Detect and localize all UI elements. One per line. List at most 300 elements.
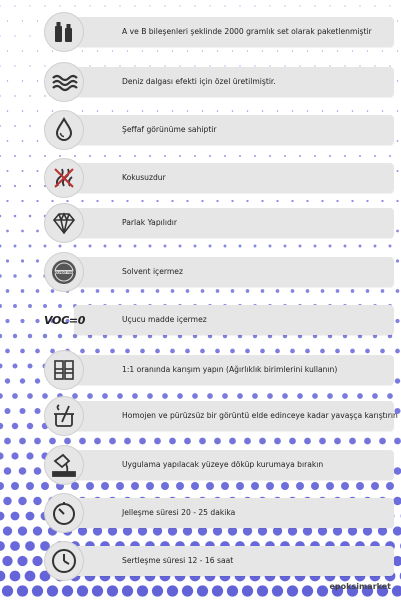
background-dot (302, 585, 313, 596)
feature-pill (74, 17, 394, 47)
background-dot (209, 245, 212, 248)
background-dot (5, 349, 10, 354)
background-dot (389, 245, 392, 248)
background-dot (29, 155, 31, 157)
background-dot (104, 155, 106, 157)
background-dot (349, 438, 356, 445)
background-dot (359, 5, 360, 6)
feature-row (44, 350, 356, 390)
background-dot (257, 585, 268, 596)
background-dot (37, 80, 38, 81)
background-dot (89, 155, 91, 157)
background-dot (13, 334, 17, 338)
background-dot (35, 349, 40, 354)
background-dot (396, 230, 399, 233)
background-dot (94, 438, 101, 445)
background-dot (89, 245, 92, 248)
background-dot (365, 349, 370, 354)
background-dot (29, 215, 32, 218)
background-dot (17, 585, 28, 596)
background-dot (299, 5, 300, 6)
background-dot (344, 245, 347, 248)
background-dot (395, 378, 400, 383)
drop-icon (44, 110, 84, 150)
feature-text: Uçucu madde içermez (122, 315, 207, 324)
background-dot (0, 95, 1, 96)
background-dot (25, 571, 36, 582)
background-dot (66, 200, 68, 202)
background-dot (216, 200, 218, 202)
background-dot (111, 200, 113, 202)
background-dot (167, 585, 178, 596)
feature-row (44, 300, 356, 340)
background-dot (11, 482, 19, 490)
background-dot (179, 5, 180, 6)
background-dot (27, 423, 33, 429)
background-dot (74, 155, 76, 157)
background-dot (11, 452, 18, 459)
background-dot (19, 408, 25, 414)
feature-pill (74, 450, 394, 480)
ratio-bottles-icon (44, 350, 84, 390)
background-dot (77, 585, 88, 596)
background-dot (389, 5, 390, 6)
background-dot (10, 541, 20, 551)
background-dot (231, 200, 233, 202)
background-dot (397, 110, 399, 112)
background-dot (4, 438, 11, 445)
background-dot (11, 512, 20, 521)
background-dot (19, 438, 26, 445)
background-dot (62, 585, 73, 596)
background-dot (0, 512, 4, 521)
background-dot (194, 245, 197, 248)
background-dot (314, 5, 315, 6)
background-dot (397, 140, 399, 142)
background-dot (164, 155, 166, 157)
background-dot (344, 5, 345, 6)
feature-text: Uygulama yapılacak yüzeye döküp kurumaya bırakın (122, 460, 324, 469)
background-dot (314, 155, 316, 157)
background-dot (7, 80, 8, 81)
background-dot (20, 378, 25, 383)
background-dot (5, 378, 10, 383)
background-dot (74, 245, 77, 248)
background-dot (7, 110, 9, 112)
background-dot (29, 185, 31, 187)
background-dot (329, 5, 330, 6)
background-dot (37, 50, 38, 51)
background-dot (2, 556, 12, 566)
background-dot (356, 482, 364, 490)
background-dot (272, 585, 283, 596)
background-dot (152, 585, 163, 596)
background-dot (229, 438, 236, 445)
background-dot (197, 585, 208, 596)
background-dot (0, 334, 2, 338)
background-dot (14, 125, 16, 127)
background-dot (17, 556, 27, 566)
background-dot (291, 200, 293, 202)
background-dot (396, 170, 398, 172)
background-dot (306, 200, 308, 202)
background-dot (284, 5, 285, 6)
background-dot (239, 5, 240, 6)
background-dot (396, 200, 398, 202)
background-dot (164, 5, 165, 6)
background-dot (364, 438, 371, 445)
background-dot (212, 585, 223, 596)
feature-row (44, 445, 356, 485)
background-dot (14, 65, 15, 66)
background-dot (164, 245, 167, 248)
background-dot (314, 245, 317, 248)
background-dot (0, 125, 1, 127)
background-dot (22, 80, 23, 81)
background-dot (156, 200, 158, 202)
feature-text: Şeffaf görünüme sahiptir (122, 125, 217, 134)
background-dot (304, 438, 311, 445)
background-dot (319, 438, 326, 445)
background-dot (28, 274, 31, 277)
background-dot (0, 423, 3, 429)
background-dot (20, 319, 24, 323)
background-dot (381, 200, 383, 202)
background-dot (387, 393, 393, 399)
background-dot (0, 65, 1, 66)
background-dot (119, 245, 122, 248)
feature-row (44, 252, 356, 292)
background-dot (0, 363, 3, 368)
feature-text: Sertleşme süresi 12 - 16 saat (122, 556, 234, 565)
background-dot (137, 585, 148, 596)
background-dot (139, 438, 146, 445)
background-dot (34, 467, 42, 475)
background-dot (14, 155, 16, 157)
background-dot (6, 259, 9, 262)
background-dot (14, 95, 15, 96)
background-dot (36, 170, 38, 172)
background-dot (0, 452, 4, 459)
background-dot (29, 65, 30, 66)
background-dot (33, 497, 41, 505)
background-dot (3, 497, 11, 505)
background-dot (6, 170, 8, 172)
background-dot (49, 438, 56, 445)
background-dot (4, 408, 10, 414)
feature-text: Homojen ve pürüzsüz bir görüntü elde edinceye kadar yavaşça karıştırın (122, 411, 398, 420)
feature-row (44, 203, 356, 243)
background-dot (254, 155, 256, 157)
background-dot (209, 155, 211, 157)
background-dot (134, 5, 135, 6)
background-dot (289, 438, 296, 445)
background-dot (29, 245, 32, 248)
background-dot (179, 155, 181, 157)
background-dot (382, 110, 384, 112)
background-dot (299, 155, 301, 157)
background-dot (269, 5, 270, 6)
feature-text: A ve B bileşenleri şeklinde 2000 gramlık set olarak paketlenmiştir (122, 27, 372, 36)
background-dot (5, 319, 9, 323)
background-dot (224, 5, 225, 6)
background-dot (396, 289, 400, 293)
background-dot (33, 526, 42, 535)
mixing-icon (44, 396, 84, 436)
background-dot (44, 245, 47, 248)
background-dot (367, 110, 369, 112)
background-dot (44, 155, 46, 157)
voc-label: VOC=0 (44, 313, 86, 327)
background-dot (28, 334, 32, 338)
background-dot (269, 245, 272, 248)
background-dot (10, 571, 21, 582)
background-dot (36, 200, 38, 202)
background-dot (25, 541, 35, 551)
background-dot (184, 438, 191, 445)
background-dot (0, 571, 5, 582)
background-dot (395, 349, 400, 354)
background-dot (37, 140, 39, 142)
feature-pill (74, 355, 394, 385)
background-dot (334, 438, 341, 445)
background-dot (199, 438, 206, 445)
background-dot (194, 155, 196, 157)
brand-name: epoksimarket (329, 582, 391, 591)
feature-text: Solvent içermez (122, 267, 183, 276)
background-dot (276, 200, 278, 202)
background-dot (37, 20, 38, 21)
background-dot (0, 482, 4, 490)
no-odor-icon (44, 158, 84, 198)
feature-pill (74, 257, 394, 287)
background-dot (372, 393, 378, 399)
background-dot (6, 289, 10, 293)
timer-icon (44, 493, 84, 533)
background-dot (214, 438, 221, 445)
background-dot (254, 5, 255, 6)
background-dot (209, 5, 210, 6)
background-dot (7, 50, 8, 51)
background-dot (367, 50, 368, 51)
background-dot (299, 245, 302, 248)
feature-text: 1:1 oranında karışım yapın (Ağırlıklık birimlerini kullanın) (122, 365, 338, 374)
background-dot (224, 245, 227, 248)
diamond-icon (44, 203, 84, 243)
background-dot (37, 110, 39, 112)
background-dot (351, 200, 353, 202)
background-dot (74, 5, 75, 6)
background-dot (47, 585, 58, 596)
background-dot (239, 245, 242, 248)
background-dot (14, 35, 15, 36)
background-dot (6, 200, 8, 202)
background-dot (261, 200, 263, 202)
background-dot (6, 230, 9, 233)
background-dot (317, 585, 328, 596)
background-dot (397, 80, 398, 81)
background-dot (34, 438, 41, 445)
background-dot (149, 245, 152, 248)
background-dot (0, 185, 1, 187)
background-dot (89, 5, 90, 6)
background-dot (26, 512, 35, 521)
background-dot (79, 438, 86, 445)
background-dot (389, 155, 391, 157)
feature-row (44, 62, 356, 102)
background-dot (244, 438, 251, 445)
background-dot (21, 200, 23, 202)
feature-text: Deniz dalgası efekti için özel üretilmiştir. (122, 77, 276, 86)
background-dot (35, 378, 40, 383)
background-dot (22, 20, 23, 21)
background-dot (119, 5, 120, 6)
background-dot (394, 467, 401, 475)
background-dot (119, 155, 121, 157)
background-dot (0, 5, 1, 6)
background-dot (44, 5, 45, 6)
background-dot (329, 155, 331, 157)
feature-pill (74, 546, 394, 576)
background-dot (227, 585, 238, 596)
background-dot (32, 585, 43, 596)
background-dot (14, 215, 17, 218)
background-dot (13, 274, 16, 277)
feature-pill (74, 305, 394, 335)
background-dot (27, 363, 32, 368)
waves-icon (44, 62, 84, 102)
background-dot (36, 289, 40, 293)
background-dot (321, 200, 323, 202)
background-dot (104, 245, 107, 248)
background-dot (26, 452, 33, 459)
background-dot (7, 20, 8, 21)
background-dot (0, 541, 5, 551)
background-dot (0, 215, 1, 218)
background-dot (21, 170, 23, 172)
background-dot (28, 304, 32, 308)
background-dot (242, 585, 253, 596)
background-dot (224, 155, 226, 157)
background-dot (104, 5, 105, 6)
background-dot (134, 245, 137, 248)
background-dot (329, 245, 332, 248)
background-dot (269, 155, 271, 157)
background-dot (14, 5, 15, 6)
background-dot (246, 200, 248, 202)
background-dot (21, 230, 24, 233)
background-dot (29, 5, 30, 6)
background-dot (20, 349, 25, 354)
background-dot (0, 35, 1, 36)
feature-text: Kokusuzdur (122, 173, 166, 182)
background-dot (393, 526, 401, 535)
background-dot (366, 200, 368, 202)
background-dot (182, 585, 193, 596)
background-dot (0, 304, 2, 308)
background-dot (29, 35, 30, 36)
background-dot (96, 200, 98, 202)
background-dot (29, 95, 30, 96)
background-dot (12, 393, 18, 399)
background-dot (92, 585, 103, 596)
feature-pill (74, 163, 394, 193)
feature-pill (74, 67, 394, 97)
feature-text: Jelleşme süresi 20 - 25 dakika (122, 508, 236, 517)
background-dot (141, 200, 143, 202)
background-dot (201, 200, 203, 202)
background-dot (386, 482, 394, 490)
background-dot (124, 438, 131, 445)
background-dot (36, 259, 39, 262)
background-dot (12, 423, 18, 429)
feature-pill (74, 401, 398, 431)
background-dot (34, 408, 40, 414)
background-dot (287, 585, 298, 596)
background-dot (26, 482, 34, 490)
background-dot (14, 245, 17, 248)
background-dot (374, 5, 375, 6)
background-dot (149, 5, 150, 6)
background-dot (194, 5, 195, 6)
background-dot (2, 585, 13, 596)
background-dot (284, 155, 286, 157)
background-dot (21, 259, 24, 262)
feature-pill (74, 208, 394, 238)
background-dot (22, 140, 24, 142)
feature-pill (74, 498, 394, 528)
bottles-icon (44, 12, 84, 52)
background-dot (393, 497, 401, 505)
background-dot (122, 585, 133, 596)
background-dot (254, 245, 257, 248)
feature-row (44, 396, 398, 436)
background-dot (274, 438, 281, 445)
feature-text: Parlak Yapılıdır (122, 218, 178, 227)
background-dot (382, 50, 383, 51)
background-dot (7, 140, 9, 142)
background-dot (336, 200, 338, 202)
background-dot (59, 245, 62, 248)
background-dot (19, 467, 27, 475)
background-dot (154, 438, 161, 445)
feature-row (44, 541, 356, 581)
badge-text: SOLVENT FREE (53, 271, 75, 275)
background-dot (12, 363, 17, 368)
background-dot (59, 155, 61, 157)
background-dot (149, 155, 151, 157)
background-dot (134, 155, 136, 157)
background-dot (395, 319, 399, 323)
background-dot (169, 438, 176, 445)
background-dot (392, 585, 401, 596)
background-dot (394, 438, 401, 445)
background-dot (107, 585, 118, 596)
feature-row (44, 493, 356, 533)
background-dot (27, 393, 33, 399)
background-dot (396, 259, 399, 262)
background-dot (171, 200, 173, 202)
background-dot (126, 200, 128, 202)
background-dot (381, 289, 385, 293)
pour-icon (44, 445, 84, 485)
background-dot (0, 245, 1, 248)
feature-pill (74, 115, 394, 145)
background-dot (22, 50, 23, 51)
solvent-free-icon (44, 252, 84, 292)
background-dot (379, 438, 386, 445)
background-dot (380, 349, 385, 354)
